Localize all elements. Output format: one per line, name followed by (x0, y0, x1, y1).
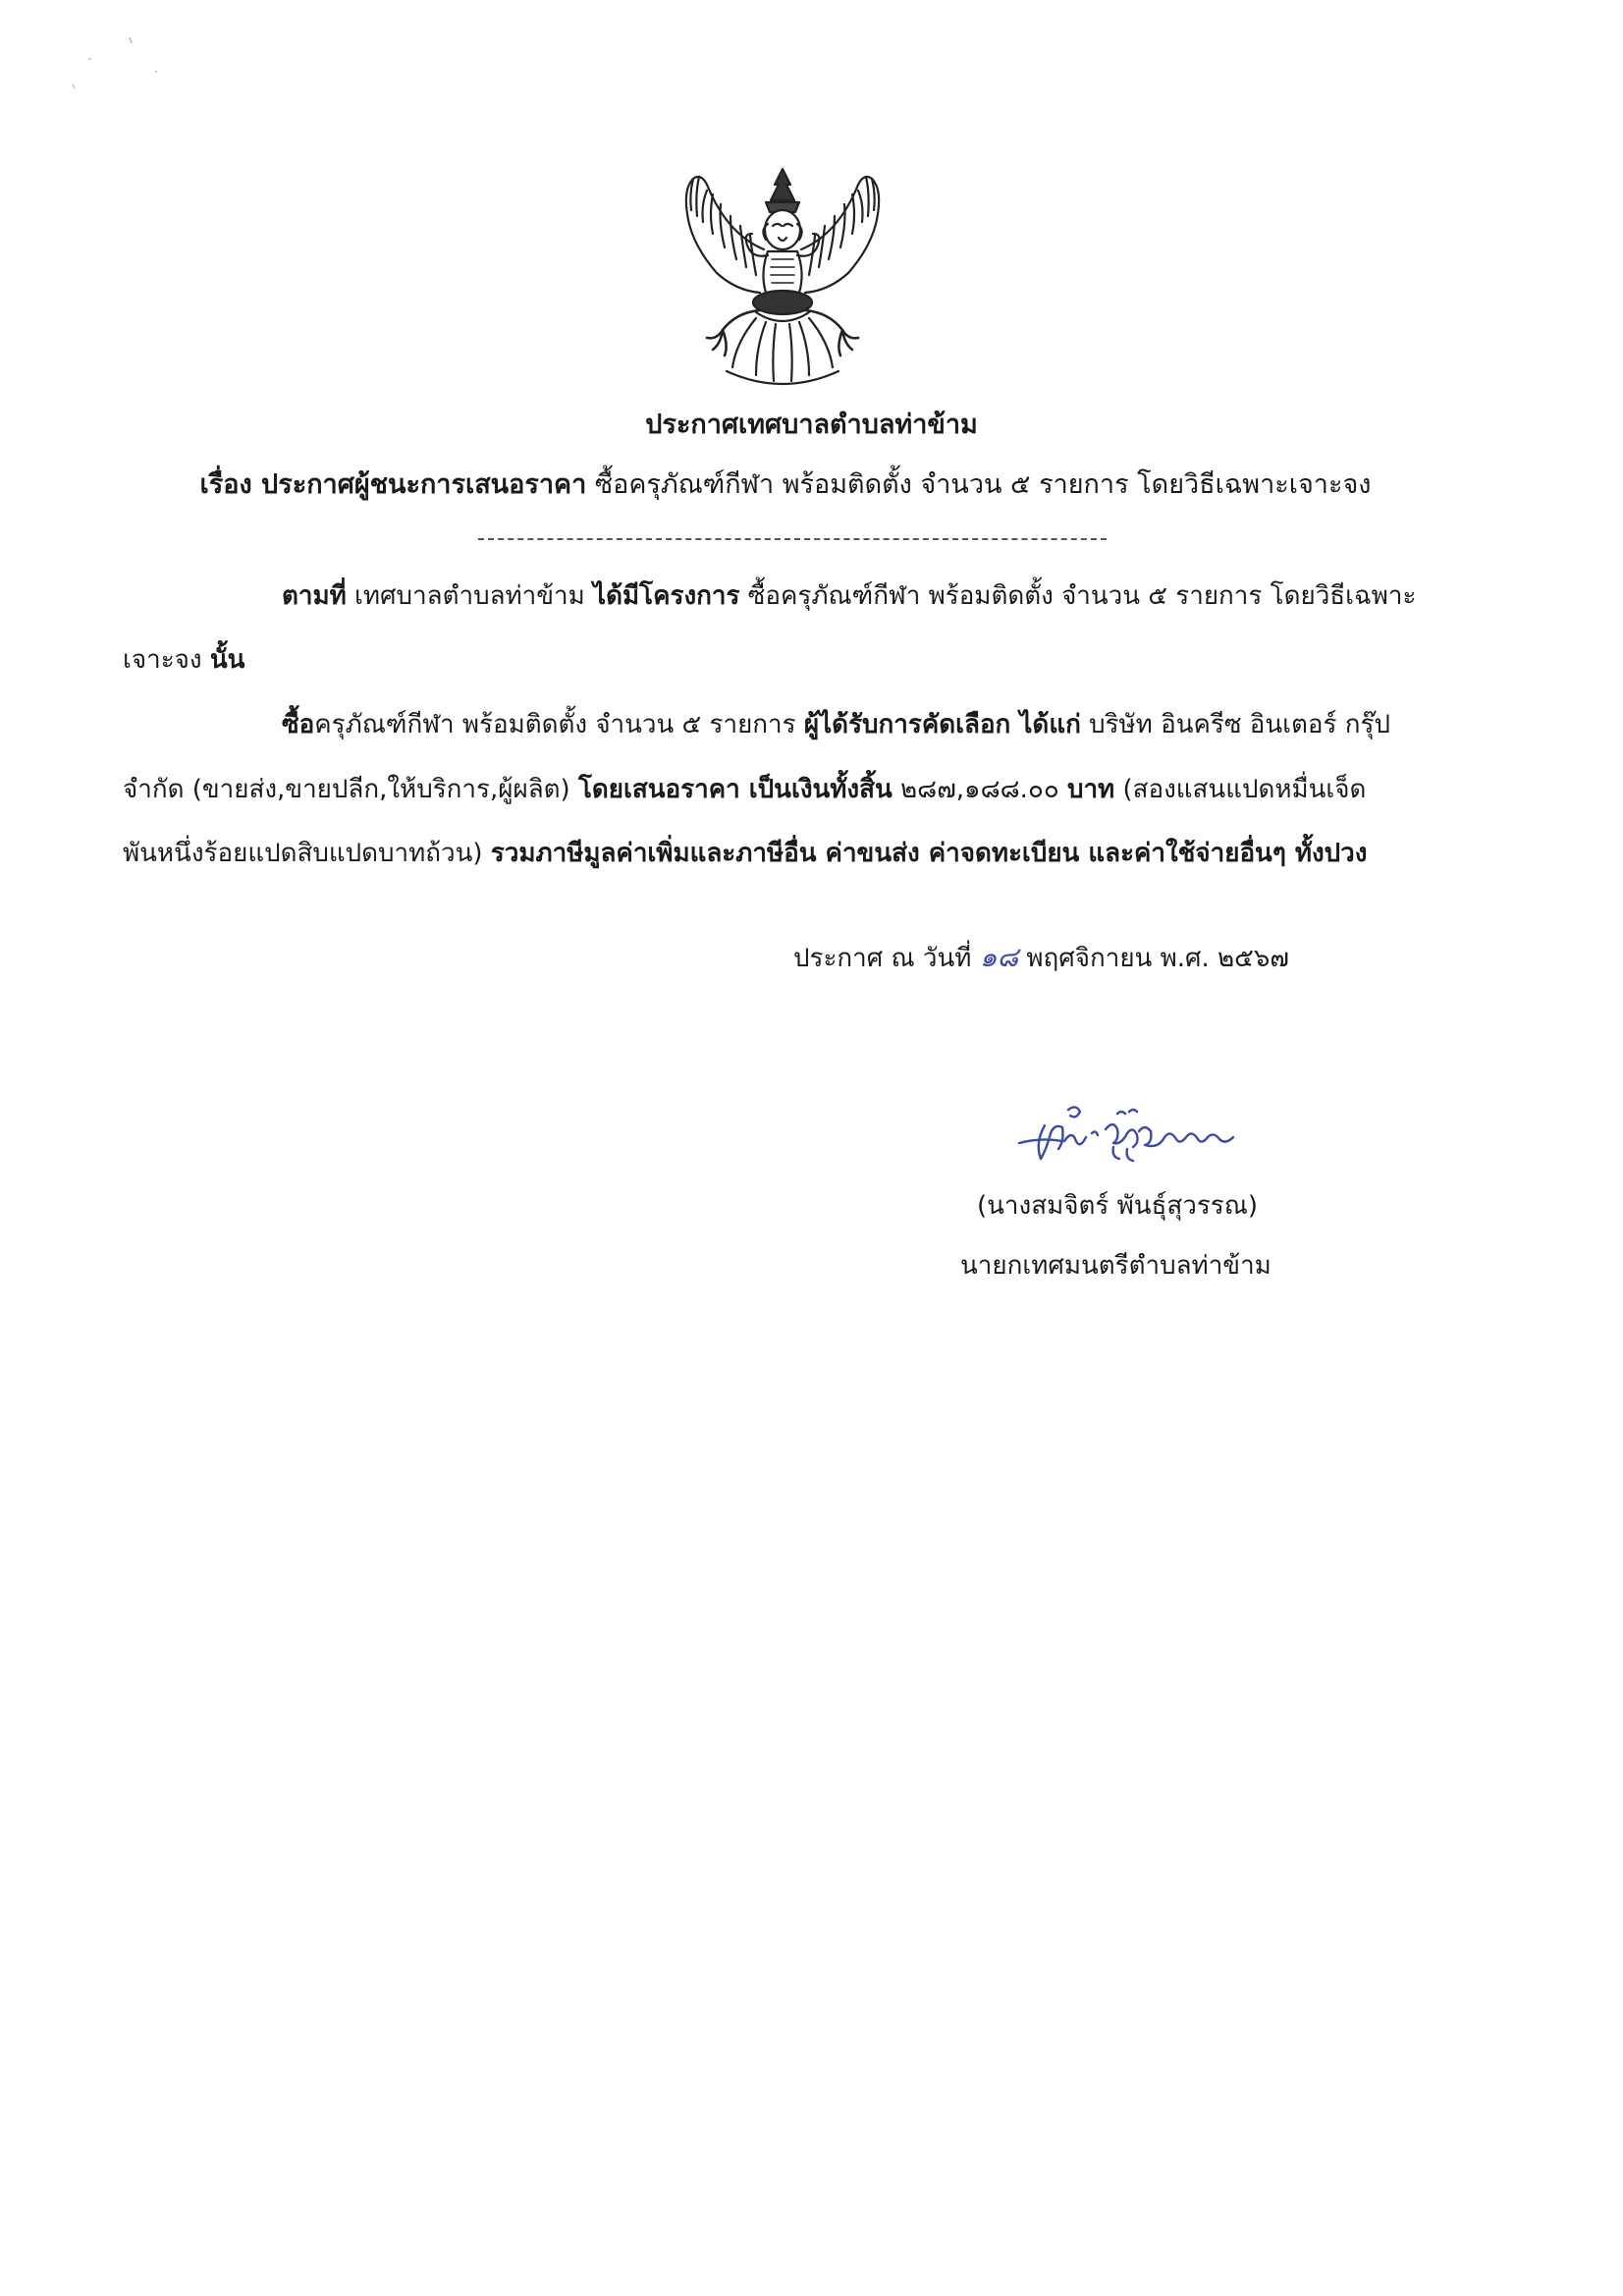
para2-selected-label: ผู้ได้รับการคัดเลือก ได้แก่ (803, 710, 1081, 739)
date-day: ๑๘ (979, 941, 1019, 973)
para2-inclusions: รวมภาษีมูลค่าเพิ่มและภาษีอื่น ค่าขนส่ง ค่าจดทะเบียน และค่าใช้จ่ายอื่นๆ ทั้งปวง (490, 839, 1368, 868)
subject-text: ซื้อครุภัณฑ์กีฬา พร้อมติดตั้ง จำนวน ๕ รายการ โดยวิธีเฉพาะเจาะจง (594, 469, 1372, 500)
para2-company: บริษัท อินครีซ อินเตอร์ กรุ๊ป (1089, 710, 1390, 739)
handwritten-signature (1011, 1090, 1267, 1169)
paragraph-1-line-1 (282, 575, 1416, 616)
dashed-divider (478, 538, 1107, 540)
para2-amount-words-end: พันหนึ่งร้อยแปดสิบแปดบาทถ้วน) (123, 839, 483, 868)
paragraph-2-line-3 (123, 833, 1367, 873)
document-subject (147, 463, 1424, 505)
para2-amount-words-start: (สองแสนแปดหมื่นเจ็ด (1122, 775, 1367, 804)
signatory-name: (นางสมจิตร์ พันธุ์สุวรรณ) (977, 1191, 1259, 1221)
para2-company-type: จำกัด (ขายส่ง,ขายปลีก,ให้บริการ,ผู้ผลิต) (123, 775, 570, 804)
subject-prefix: เรื่อง ประกาศผู้ชนะการเสนอราคา (199, 469, 587, 500)
date-month-year: พฤศจิกายน พ.ศ. ๒๕๖๗ (1026, 944, 1289, 973)
para1-project: ซื้อครุภัณฑ์กีฬา พร้อมติดตั้ง จำนวน ๕ รายการ โดยวิธีเฉพาะ (747, 581, 1417, 611)
para2-baht: บาท (1066, 775, 1115, 804)
paragraph-2-line-1 (282, 704, 1390, 744)
para1-lead2: ได้มีโครงการ (593, 581, 740, 611)
scan-specks (59, 29, 177, 108)
announcement-date (793, 936, 1289, 979)
date-prefix: ประกาศ ณ วันที่ (793, 944, 972, 973)
para1-line2-bold: นั้น (209, 645, 245, 675)
para1-lead: ตามที่ (282, 581, 347, 611)
para2-buy: ซื้อ (282, 710, 315, 739)
para2-offer-label: โดยเสนอราคา เป็นเงินทั้งสิ้น (577, 775, 893, 804)
para2-amount: ๒๘๗,๑๘๘.๐๐ (900, 775, 1059, 804)
para1-line2-text: เจาะจง (123, 645, 202, 675)
para1-municipality: เทศบาลตำบลท่าข้าม (354, 581, 585, 611)
garuda-emblem-icon (677, 165, 889, 399)
para2-item: ครุภัณฑ์กีฬา พร้อมติดตั้ง จำนวน ๕ รายการ (314, 710, 796, 739)
signatory-position: นายกเทศมนตรีตำบลท่าข้าม (960, 1251, 1271, 1281)
paragraph-2-line-2 (123, 769, 1366, 809)
document-header-title: ประกาศเทศบาลตำบลท่าข้าม (645, 410, 978, 440)
paragraph-1-line-2 (123, 639, 244, 680)
